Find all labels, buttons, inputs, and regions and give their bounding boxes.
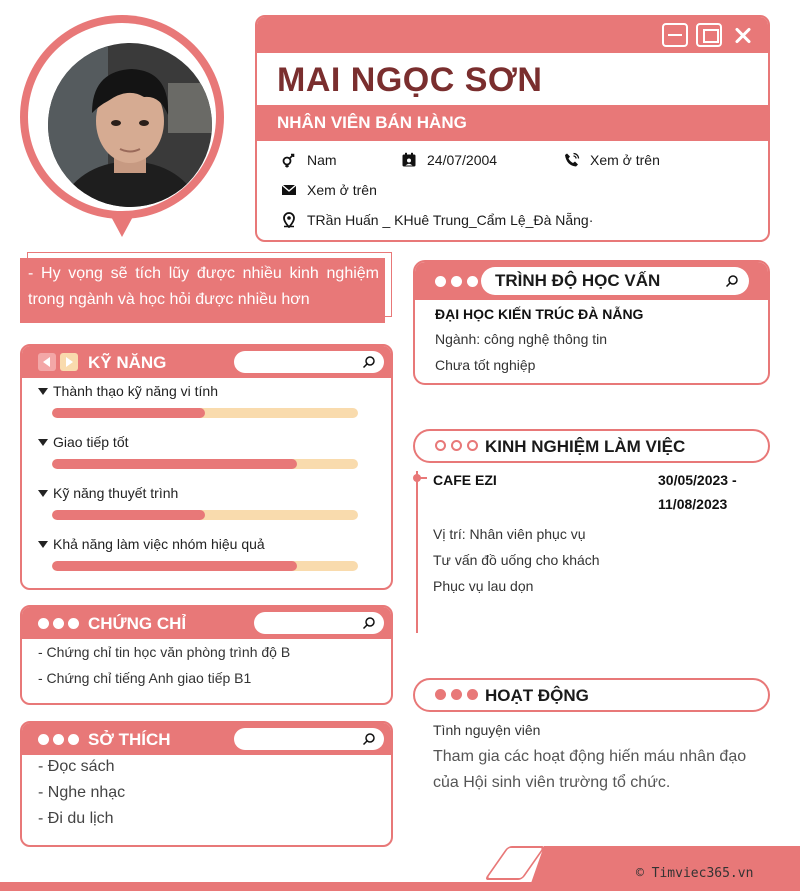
- hollow-dots-icon: [435, 440, 478, 451]
- skill-bar: [52, 459, 358, 469]
- education-title: [481, 267, 749, 295]
- certificates-section: [20, 605, 393, 705]
- education-major: Ngành: công nghệ thông tin: [435, 331, 608, 347]
- arrow-right-icon: [60, 353, 78, 371]
- skills-search-pill: [234, 351, 384, 373]
- search-icon: [362, 616, 376, 630]
- skills-section: [20, 344, 393, 590]
- address-value: TRần Huấn _ KHuê Trung_Cẩm Lệ_Đà Nẵng·: [307, 212, 594, 228]
- search-icon: [362, 732, 376, 746]
- skill-bar: [52, 561, 358, 571]
- dots-icon: [38, 734, 79, 745]
- search-icon: [362, 355, 376, 369]
- gender-value: Nam: [307, 152, 337, 168]
- maximize-icon: [696, 23, 722, 47]
- phone-info: [564, 152, 660, 168]
- career-objective-text: - Hy vọng sẽ tích lũy được nhiều kinh nghiệm trong ngành và học hỏi được nhiều hơn: [28, 265, 379, 308]
- timeline-line: [416, 471, 418, 633]
- certificate-item: - Chứng chỉ tiếng Anh giao tiếp B1: [38, 670, 252, 686]
- dots-icon: [38, 618, 79, 629]
- mail-icon: [281, 182, 297, 198]
- dots-icon: [435, 276, 478, 287]
- dots-icon: [435, 689, 478, 700]
- avatar-ring: [20, 15, 224, 219]
- hobby-item: - Đi du lịch: [38, 810, 114, 827]
- profile-photo: [48, 43, 212, 207]
- candidate-name: MAI NGỌC SƠN: [277, 61, 543, 99]
- company-name: CAFE EZI: [433, 472, 497, 488]
- skill-bar: [52, 408, 358, 418]
- experience-detail: Tư vấn đồ uống cho khách: [433, 552, 600, 568]
- email-value: Xem ở trên: [307, 182, 377, 198]
- hobbies-search-pill: [234, 728, 384, 750]
- activity-description: Tham gia các hoạt động hiến máu nhân đạo của Hội sinh viên trường tổ chức.: [433, 748, 747, 791]
- school-name: ĐẠI HỌC KIẾN TRÚC ĐÀ NẴNG: [435, 306, 644, 322]
- email-info: [281, 182, 377, 198]
- address-info: [281, 212, 593, 228]
- avatar: [20, 15, 224, 240]
- phone-value: Xem ở trên: [590, 152, 660, 168]
- gender-icon: [281, 152, 297, 168]
- activities-header: [413, 678, 770, 712]
- skill-label: Kỹ năng thuyết trình: [53, 485, 179, 501]
- skill-bar-fill: [52, 561, 297, 571]
- footer-band: [0, 882, 800, 891]
- skill-item: [38, 383, 218, 399]
- header-window: [255, 15, 770, 242]
- experience-title: KINH NGHIỆM LÀM VIỆC: [485, 437, 686, 456]
- window-title-bar: [257, 17, 768, 53]
- certificates-header: [22, 607, 391, 639]
- skill-item: [38, 536, 265, 552]
- skill-label: Thành thạo kỹ năng vi tính: [53, 383, 218, 399]
- location-pin-icon: [281, 212, 297, 228]
- arrow-left-icon: [38, 353, 56, 371]
- activities-title: HOẠT ĐỘNG: [485, 686, 589, 705]
- footer-credit: © Timviec365.vn: [636, 866, 754, 881]
- dob-info: [401, 152, 497, 168]
- skill-label: Giao tiếp tốt: [53, 434, 129, 450]
- certificate-item: - Chứng chỉ tin học văn phòng trình độ B: [38, 644, 291, 660]
- skill-bar-fill: [52, 510, 205, 520]
- education-title-text: TRÌNH ĐỘ HỌC VẤN: [495, 271, 661, 290]
- experience-detail: Phục vụ lau dọn: [433, 578, 534, 594]
- experience-detail: Vị trí: Nhân viên phục vụ: [433, 526, 586, 542]
- skill-label: Khả năng làm việc nhóm hiệu quả: [53, 536, 265, 552]
- skill-item: [38, 434, 129, 450]
- period-start: 30/05/2023 -: [658, 472, 737, 488]
- gender-info: [281, 152, 337, 168]
- dob-value: 24/07/2004: [427, 152, 498, 168]
- phone-icon: [564, 152, 580, 168]
- skill-bar: [52, 510, 358, 520]
- search-icon: [725, 274, 739, 288]
- activity-role: Tình nguyện viên: [433, 722, 541, 738]
- certificates-title: CHỨNG CHỈ: [88, 614, 187, 633]
- hobbies-header: [22, 723, 391, 755]
- skills-header: [22, 346, 391, 378]
- skills-title: KỸ NĂNG: [88, 353, 167, 372]
- hobby-item: - Đọc sách: [38, 758, 115, 775]
- minimize-icon: [662, 23, 688, 47]
- skill-bar-fill: [52, 459, 297, 469]
- job-title: NHÂN VIÊN BÁN HÀNG: [257, 105, 768, 141]
- education-section: [413, 260, 770, 385]
- hobbies-title: SỞ THÍCH: [88, 730, 171, 749]
- education-status: Chưa tốt nghiệp: [435, 357, 536, 373]
- skill-item: [38, 485, 178, 501]
- calendar-icon: [401, 152, 417, 168]
- hobby-item: - Nghe nhạc: [38, 784, 126, 801]
- skill-bar-fill: [52, 408, 205, 418]
- experience-header: [413, 429, 770, 463]
- period-end: 11/08/2023: [658, 496, 728, 512]
- certificates-search-pill: [254, 612, 384, 634]
- close-icon: [730, 23, 756, 47]
- hobbies-section: [20, 721, 393, 847]
